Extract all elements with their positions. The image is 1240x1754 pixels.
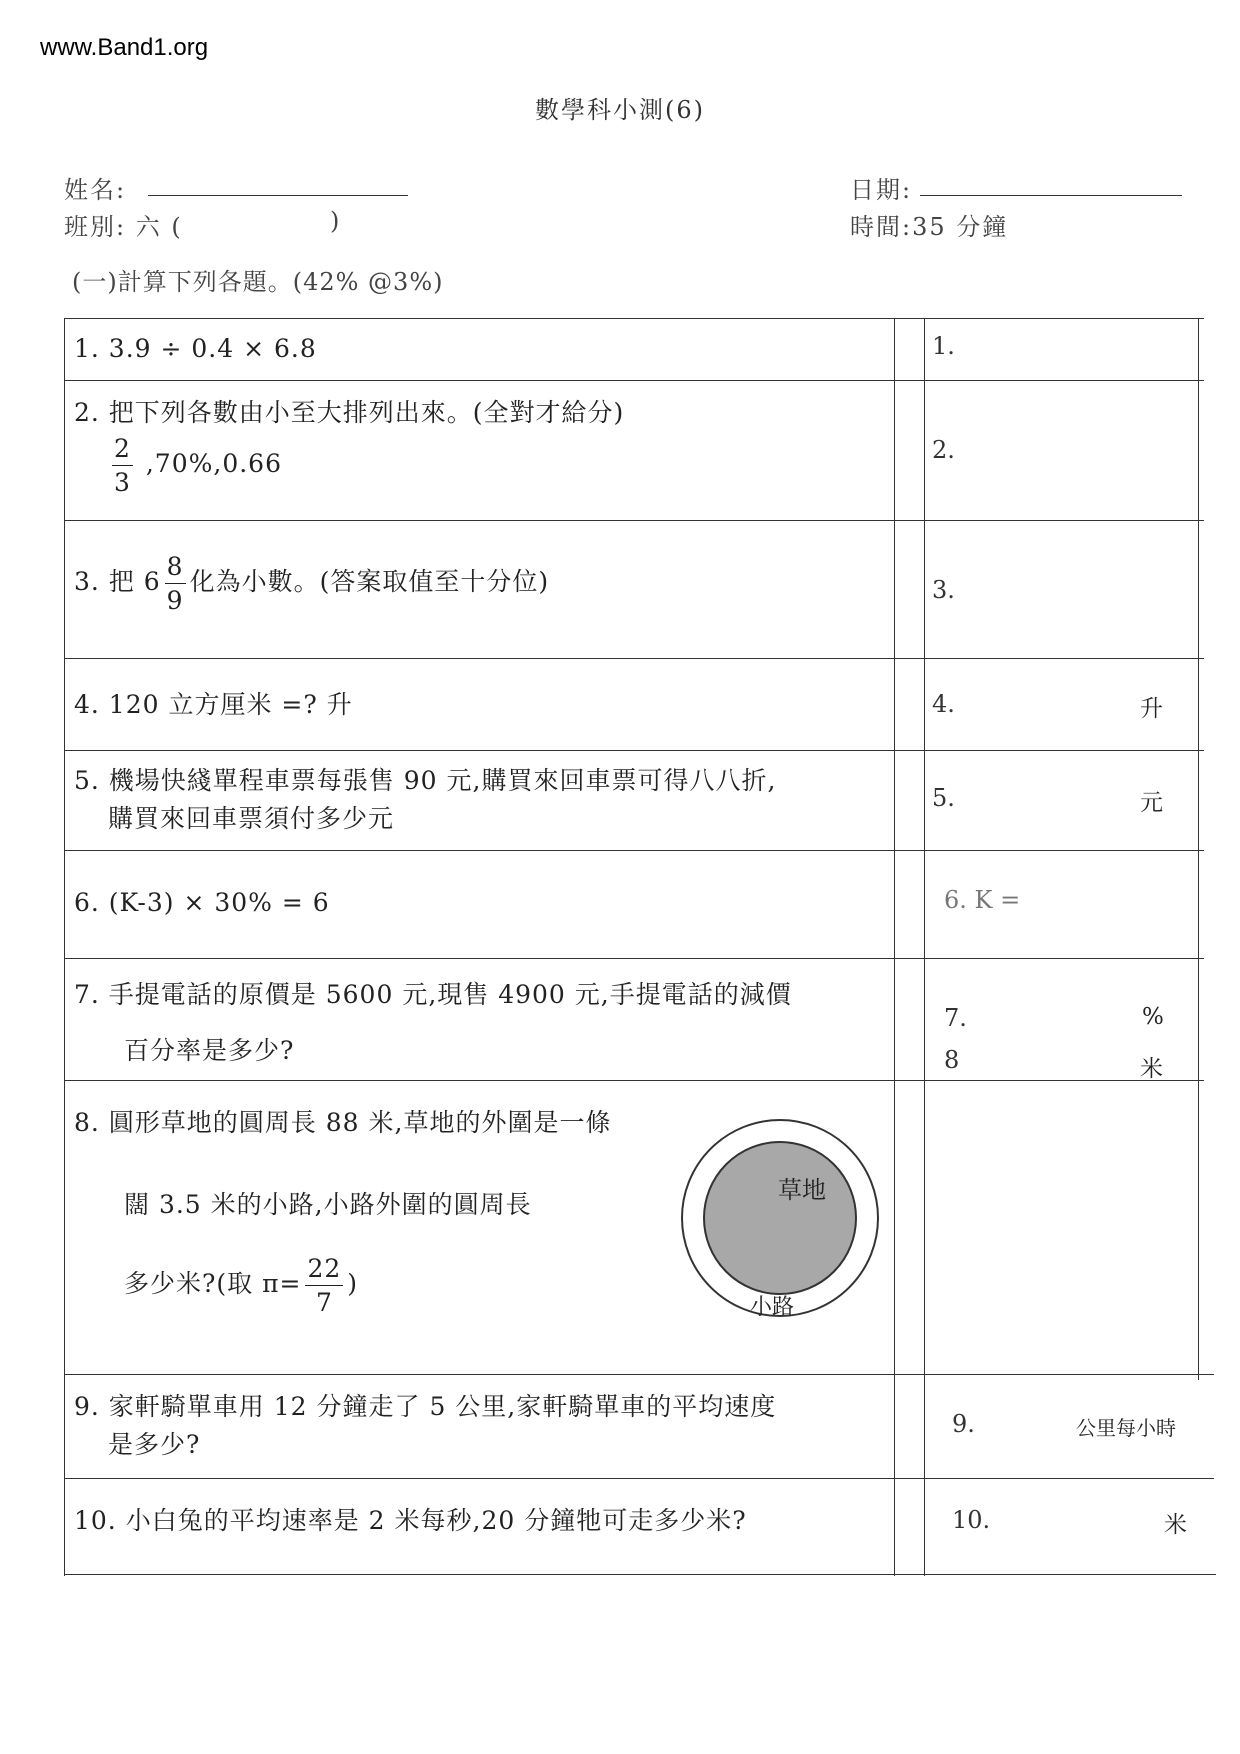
answer-6-label: 6. K = bbox=[944, 886, 1021, 914]
question-2-values: $\frac{2}{3}$ ,70%,0.66 bbox=[114, 434, 282, 497]
answer-4-unit: 升 bbox=[1140, 696, 1163, 722]
question-5-line2: 購買來回車票須付多少元 bbox=[108, 804, 395, 833]
date-field-line[interactable] bbox=[920, 195, 1182, 196]
question-8-line1: 8. 圓形草地的圓周長 88 米,草地的外圍是一條 bbox=[74, 1108, 612, 1137]
answer-10-number: 10. bbox=[952, 1506, 991, 1534]
time-label: 時間:35 分鐘 bbox=[850, 213, 1009, 241]
question-5-line1: 5. 機場快綫單程車票每張售 90 元,購買來回車票可得八八折, bbox=[74, 766, 777, 795]
row-border bbox=[64, 318, 1204, 319]
answer-7-unit: % bbox=[1142, 1004, 1164, 1030]
answer-5-number: 5. bbox=[932, 784, 955, 812]
row-border bbox=[64, 750, 1204, 751]
answer-2-number: 2. bbox=[932, 436, 955, 464]
class-close-paren: ) bbox=[330, 207, 342, 235]
column-divider bbox=[894, 318, 895, 1576]
fraction-eight-ninths: $\frac{8}{9}$ bbox=[166, 552, 184, 615]
grass-label: 草地 bbox=[778, 1176, 826, 1204]
answer-8-unit: 米 bbox=[1140, 1056, 1163, 1082]
answer-8-number: 8 bbox=[944, 1046, 960, 1074]
circle-diagram bbox=[670, 1108, 890, 1328]
question-10: 10. 小白兔的平均速率是 2 米每秒,20 分鐘牠可走多少米? bbox=[74, 1506, 747, 1535]
answer-5-unit: 元 bbox=[1140, 790, 1163, 816]
question-6: 6. (K-3) × 30% = 6 bbox=[74, 888, 330, 917]
question-7-line2: 百分率是多少? bbox=[124, 1036, 295, 1065]
row-border bbox=[64, 958, 1204, 959]
column-divider bbox=[924, 318, 925, 1576]
question-table bbox=[64, 318, 1216, 1576]
row-border bbox=[64, 1374, 1214, 1375]
question-8-line3: 多少米?(取 π= $\frac{22}{7}$ ) bbox=[124, 1254, 359, 1317]
grass-inner-circle bbox=[704, 1142, 856, 1294]
question-8-line2: 闊 3.5 米的小路,小路外圍的圓周長 bbox=[124, 1190, 532, 1219]
answer-1-number: 1. bbox=[932, 332, 955, 360]
row-border bbox=[64, 1080, 1204, 1081]
name-field-line[interactable] bbox=[148, 195, 408, 196]
page-title: 數學科小測(6) bbox=[535, 96, 705, 124]
site-url[interactable]: www.Band1.org bbox=[40, 34, 209, 61]
question-2-text: 2. 把下列各數由小至大排列出來。(全對才給分) bbox=[74, 398, 625, 427]
section-title: (一)計算下列各題。(42% @3%) bbox=[72, 268, 444, 296]
answer-3-number: 3. bbox=[932, 576, 955, 604]
question-9-line2: 是多少? bbox=[108, 1430, 201, 1459]
date-label: 日期: bbox=[850, 176, 913, 204]
row-border bbox=[64, 658, 1204, 659]
answer-7-number: 7. bbox=[944, 1004, 967, 1032]
fraction-pi-approx: $\frac{22}{7}$ bbox=[307, 1254, 342, 1317]
question-4: 4. 120 立方厘米 =? 升 bbox=[74, 690, 353, 719]
question-1: 1. 3.9 ÷ 0.4 × 6.8 bbox=[74, 334, 317, 363]
row-border bbox=[64, 520, 1204, 521]
name-label: 姓名: bbox=[64, 176, 127, 204]
answer-9-unit: 公里每小時 bbox=[1076, 1416, 1176, 1440]
right-border bbox=[1198, 318, 1199, 1380]
answer-10-unit: 米 bbox=[1164, 1512, 1187, 1538]
answer-9-number: 9. bbox=[952, 1410, 975, 1438]
question-9-line1: 9. 家軒騎單車用 12 分鐘走了 5 公里,家軒騎單車的平均速度 bbox=[74, 1392, 777, 1421]
row-border bbox=[64, 1574, 1216, 1575]
answer-4-number: 4. bbox=[932, 690, 955, 718]
row-border bbox=[64, 1478, 1214, 1479]
left-border bbox=[64, 318, 65, 1576]
row-border bbox=[64, 850, 1204, 851]
class-label: 班別: 六 ( bbox=[64, 213, 183, 241]
question-3: 3. 把 6 $\frac{8}{9}$ 化為小數。(答案取值至十分位) bbox=[74, 552, 550, 615]
fraction-two-thirds: $\frac{2}{3}$ bbox=[114, 434, 131, 497]
row-border bbox=[64, 380, 1204, 381]
question-7-line1: 7. 手提電話的原價是 5600 元,現售 4900 元,手提電話的減價 bbox=[74, 980, 792, 1009]
path-label: 小路 bbox=[750, 1295, 795, 1320]
